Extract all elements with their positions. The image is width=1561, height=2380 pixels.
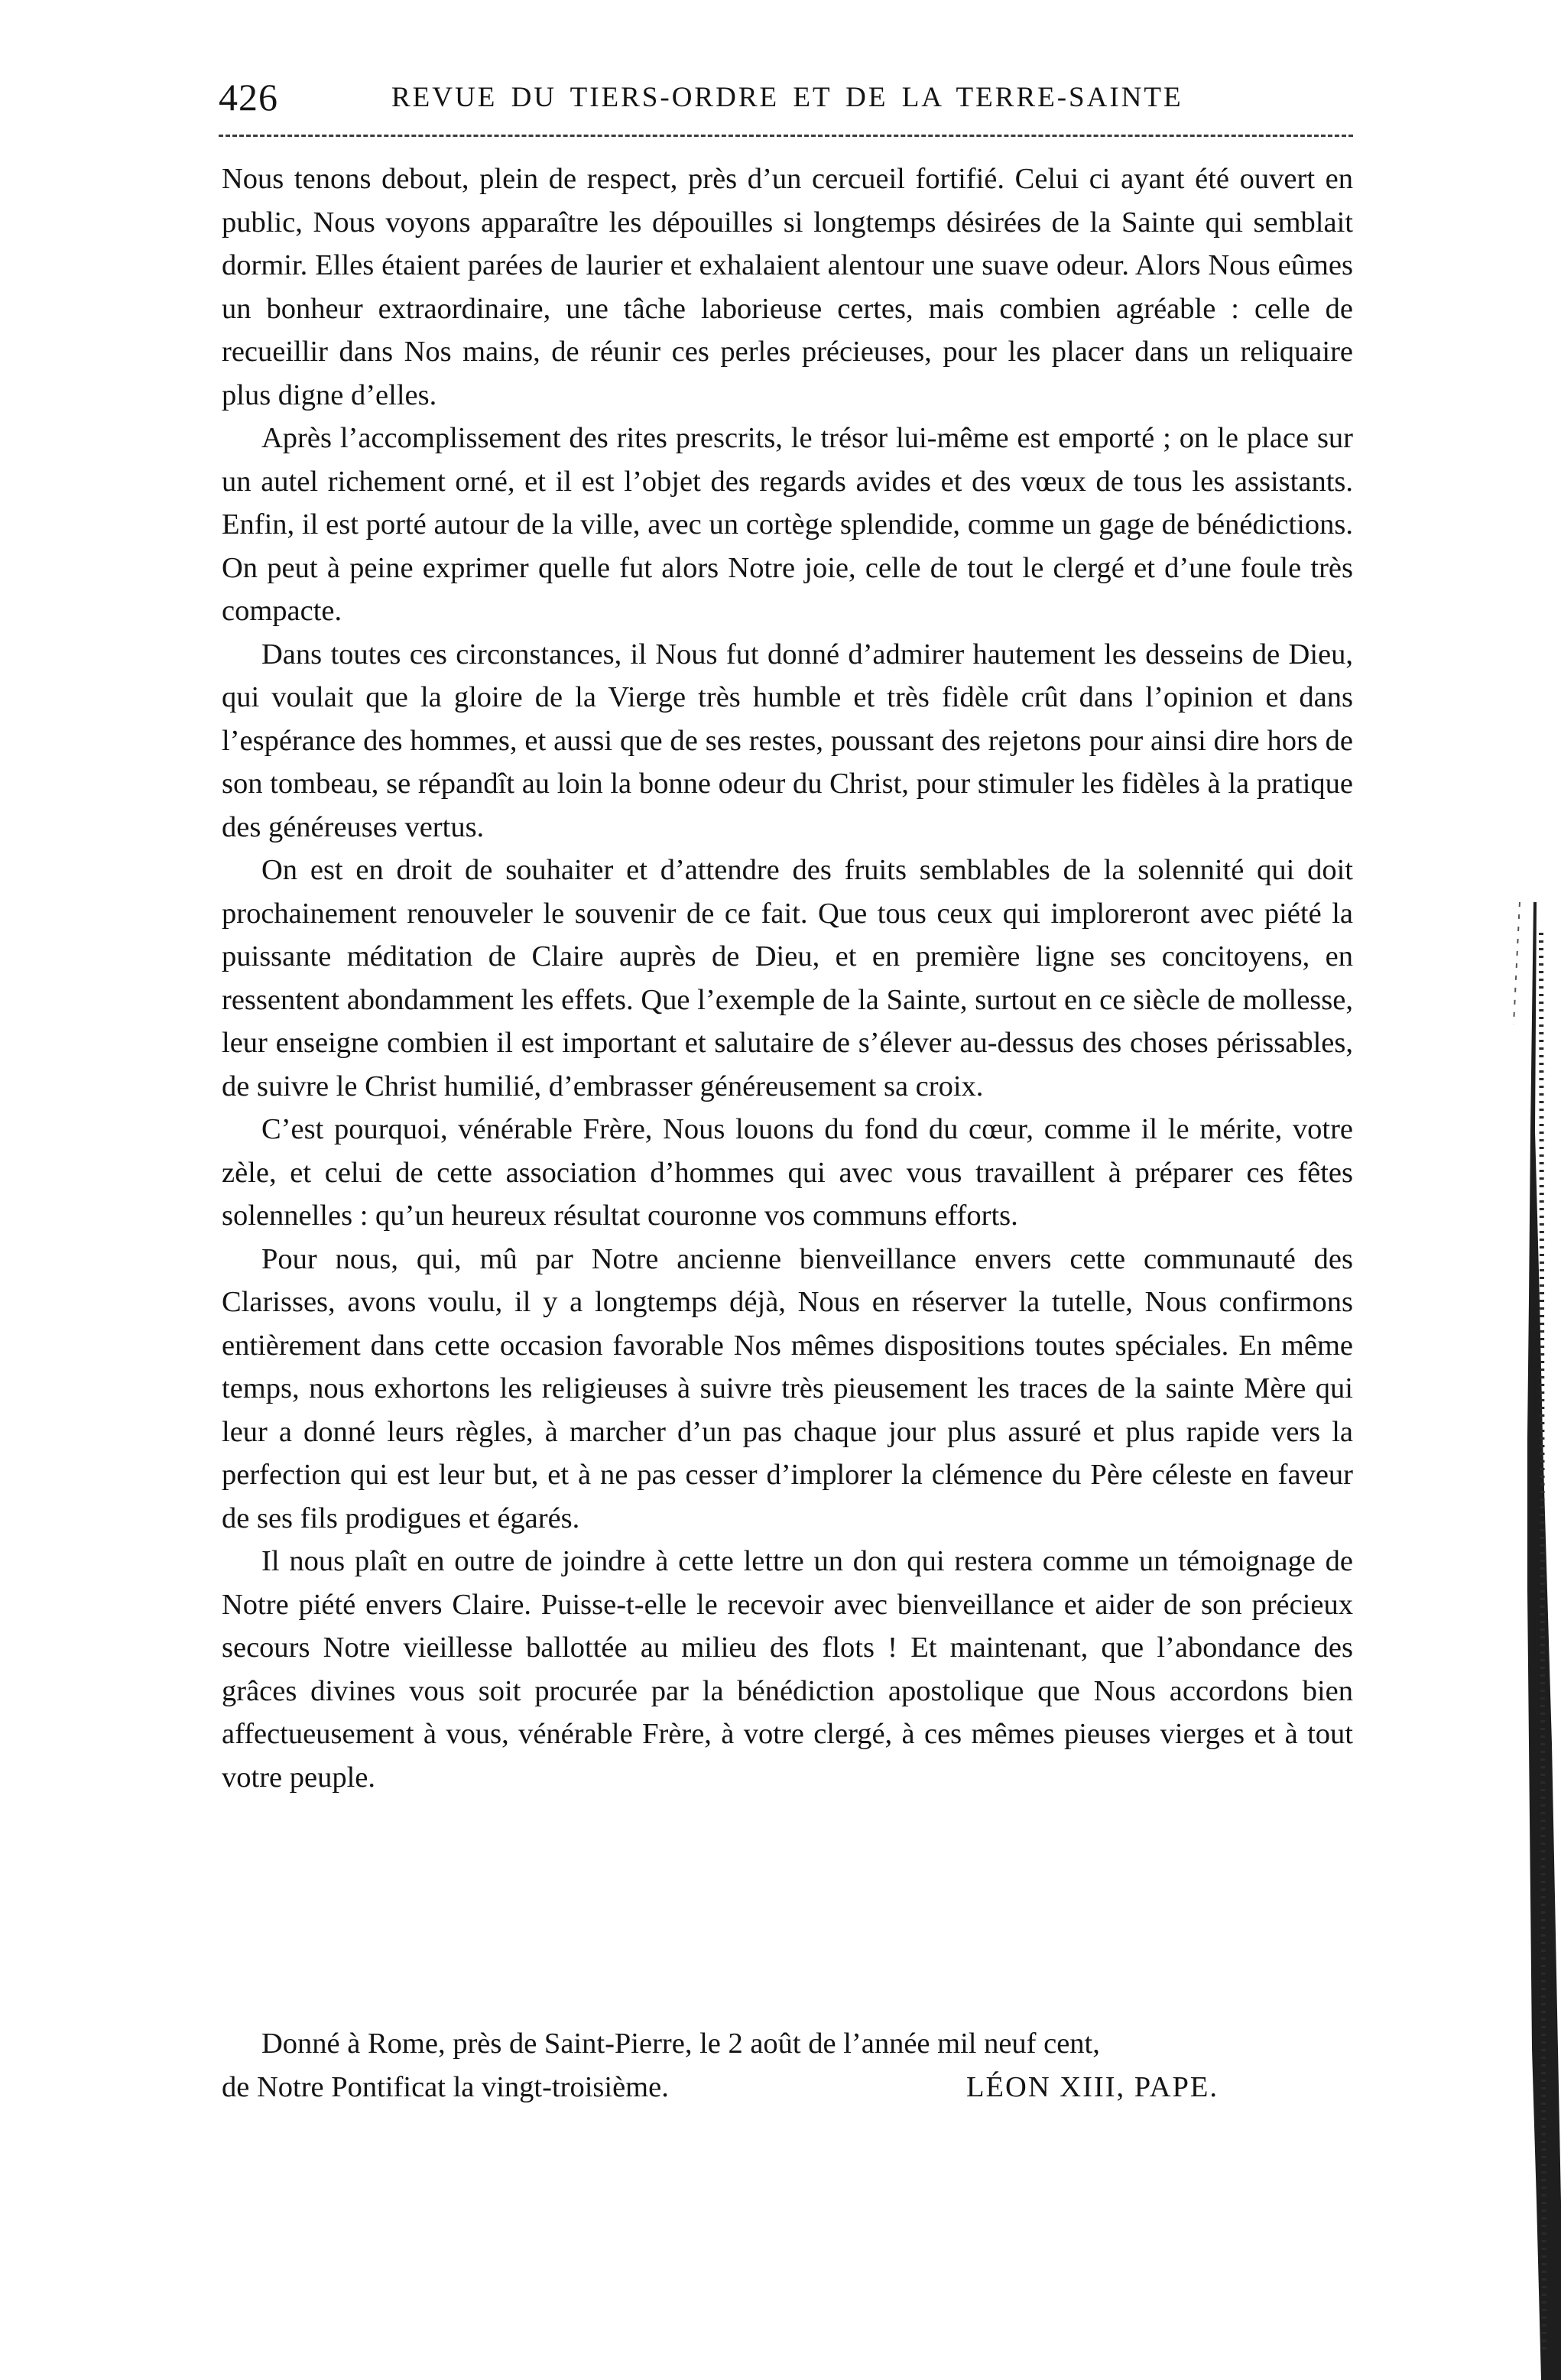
paragraph-4: On est en droit de souhaiter et d’attendre des fruits semblables de la solennité qui doit prochainement renouveler le souvenir de ce fait. Que tous ceux qui imploreront avec piété la puissante méditation de Claire auprès de Dieu, et en première ligne ses concitoyens, en ressentent abondamment les effets. Que l’exemple de la Sainte, surtout en ce siècle de mollesse, leur enseigne combien il est important et salutaire de s’élever au-dessus des choses périssables, de suivre le Christ humilié, d’embrasser généreusement sa croix. [222,854,1353,1102]
letter-body [222,157,1353,1799]
paragraph-5: C’est pourquoi, vénérable Frère, Nous louons du fond du cœur, comme il le mérite, votre zèle, et celui de cette association d’hommes qui avec vous travaillent à préparer ces fêtes solennelles : qu’un heureux résultat couronne vos communs efforts. [222,1113,1353,1232]
scan-binding-edge [1497,902,1561,2380]
header-rule [219,135,1353,137]
paragraph-7: Il nous plaît en outre de joindre à cette lettre un don qui restera comme un témoignage de Notre piété envers Claire. Puisse-t-elle le recevoir avec bienveillance et aider de son précieux secours Notre vieillesse ballottée au milieu des flots ! Et maintenant, que l’abondance des grâces divines vous soit procurée par la bénédiction apostolique que Nous accordons bien affectueusement à vous, vénérable Frère, à votre clergé, à ces mêmes pieuses vierges et à tout votre peuple. [222,1545,1353,1794]
signature-line [222,2066,1353,2109]
letter-closing [222,2022,1353,2109]
running-head-title: REVUE DU TIERS-ORDRE ET DE LA TERRE-SAINTE [391,82,1183,113]
paragraph-2: Après l’accomplissement des rites prescrits, le trésor lui-même est emporté ; on le place sur un autel richement orné, et il est l’objet des regards avides et des vœux de tous les assistants. Enfin, il est porté autour de la ville, avec un cortège splendide, comme un gage de bénédictions. On peut à peine exprimer quelle fut alors Notre joie, celle de tout le clergé et d’une foule très compacte. [222,422,1353,627]
running-head [219,70,1353,124]
paragraph-3: Dans toutes ces circonstances, il Nous fut donné d’admirer hautement les desseins de Dieu, qui voulait que la gloire de la Vierge très humble et très fidèle crût dans l’opinion et dans l’espérance des hommes, et aussi que de ses restes, poussant des rejetons pour ainsi dire hors de son tombeau, se répandît au loin la bonne odeur du Christ, pour stimuler les fidèles à la pratique des généreuses vertus. [222,638,1353,843]
pontificate-year: de Notre Pontificat la vingt-troisième. [222,2070,669,2103]
paragraph-6: Pour nous, qui, mû par Notre ancienne bienveillance envers cette communauté des Clarisses, avons voulu, il y a longtemps déjà, Nous en réserver la tutelle, Nous confirmons entièrement dans cette occasion favorable Nos mêmes dispositions toutes spéciales. En même temps, nous exhortons les religieuses à suivre très pieusement les traces de la sainte Mère qui leur a donné leurs règles, à marcher d’un pas chaque jour plus assuré et plus rapide vers la perfection qui est leur but, et à ne pas cesser d’implorer la clémence du Père céleste en faveur de ses fils prodigues et égarés. [222,1242,1353,1534]
papal-signature: LÉON XIII, PAPE. [966,2070,1219,2103]
dateline: Donné à Rome, près de Saint-Pierre, le 2 août de l’année mil neuf cent, [261,2028,1100,2060]
page-number: 426 [219,76,278,119]
paragraph-1: Nous tenons debout, plein de respect, près d’un cercueil fortifié. Celui ci ayant été ouvert en public, Nous voyons apparaître les dépouilles si longtemps désirées de la Sainte qui semblait dormir. Elles étaient parées de laurier et exhalaient alentour une suave odeur. Alors Nous eûmes un bonheur extraordinaire, une tâche laborieuse certes, mais combien agréable : celle de recueillir dans Nos mains, de réunir ces perles précieuses, pour les placer dans un reliquaire plus digne d’elles. [222,163,1353,411]
